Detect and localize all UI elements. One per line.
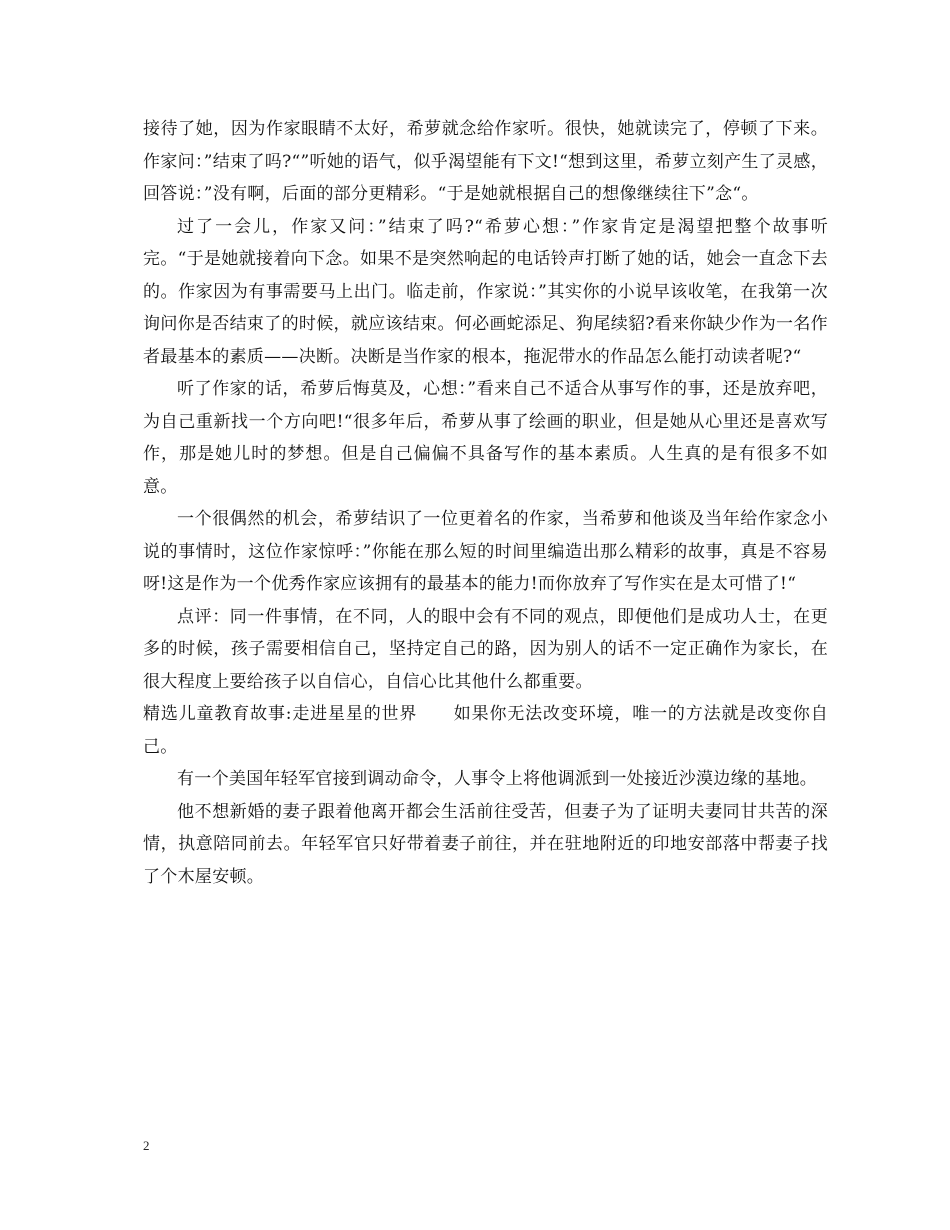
paragraph-1: 接待了她，因为作家眼睛不太好，希萝就念给作家听。很快，她就读完了，停顿了下来。作家问：”结束了吗?“”听她的语气，似乎渴望能有下文!“想到这里，希萝立刻产生了灵感，回答说：”没有啊，后面的部分更精彩。“于是她就根据自己的想像继续往下”念“。 (143, 119, 828, 204)
paragraph-4: 一个很偶然的机会，希萝结识了一位更着名的作家，当希萝和他谈及当年给作家念小说的事情时，这位作家惊呼：”你能在那么短的时间里编造出那么精彩的故事，真是不容易呀!这是作为一个优秀作家应该拥有的最基本的能力!而你放弃了写作实在是太可惜了!“ (143, 509, 828, 594)
section-heading-line (143, 698, 828, 763)
page-number: 2 (143, 1138, 150, 1153)
paragraph-3: 听了作家的话，希萝后悔莫及，心想：”看来自己不适合从事写作的事，还是放弃吧，为自己重新找一个方向吧!“很多年后，希萝从事了绘画的职业，但是她从心里还是喜欢写作，那是她儿时的梦想。但是自己偏偏不具备写作的基本素质。人生真的是有很多不如意。 (143, 379, 828, 497)
document-body (143, 113, 828, 893)
paragraph-5: 点评：同一件事情，在不同，人的眼中会有不同的观点，即便他们是成功人士，在更多的时候，孩子需要相信自己，坚持定自己的路，因为别人的话不一定正确作为家长，在很大程度上要给孩子以自信心，自信心比其他什么都重要。 (143, 606, 828, 692)
paragraph-2: 过了一会儿，作家又问：”结束了吗?“希萝心想：”作家肯定是渴望把整个故事听完。“于是她就接着向下念。如果不是突然响起的电话铃声打断了她的话，她会一直念下去的。作家因为有事需要马上出门。临走前，作家说：”其实你的小说早该收笔，在我第一次询问你是否结束了的时候，就应该结束。何必画蛇添足、狗尾续貂?看来你缺少作为一名作者最基本的素质——决断。决断是当作家的根本，拖泥带水的作品怎么能打动读者呢?“ (143, 216, 828, 367)
section-lead-text: 如果你无法改变环境，唯一的方法就是改变你自己。 (143, 704, 828, 757)
paragraph-7: 他不想新婚的妻子跟着他离开都会生活前往受苦，但妻子为了证明夫妻同甘共苦的深情，执意陪同前去。年轻军官只好带着妻子前往，并在驻地附近的印地安部落中帮妻子找了个木屋安顿。 (143, 801, 828, 887)
section-title: 精选儿童教育故事:走进星星的世界 (143, 704, 418, 724)
paragraph-6: 有一个美国年轻军官接到调动命令，人事令上将他调派到一处接近沙漠边缘的基地。 (177, 769, 818, 789)
